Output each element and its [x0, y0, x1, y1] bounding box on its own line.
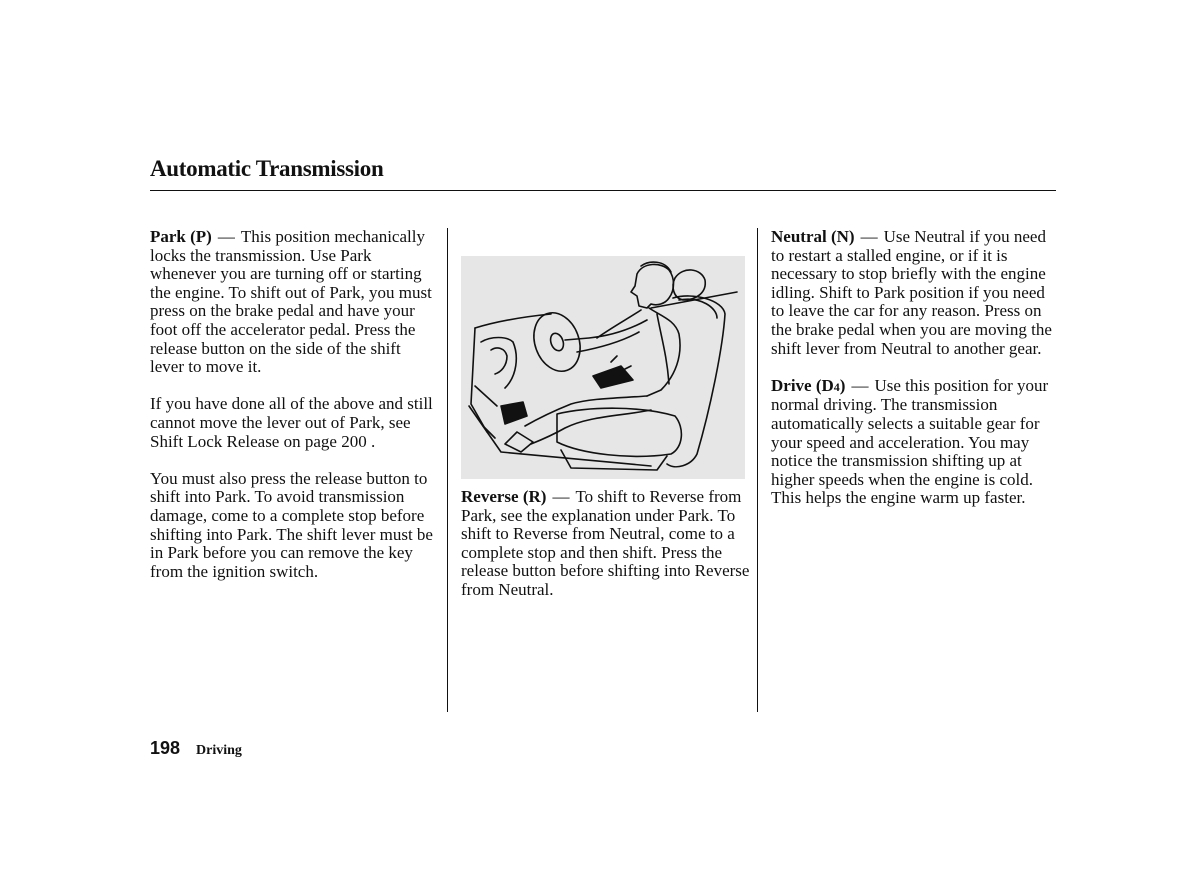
drive-dash: —: [851, 375, 869, 395]
section-name: Driving: [196, 743, 242, 758]
drive-heading-main: Drive (D: [771, 375, 834, 395]
left-column: [150, 228, 438, 600]
reverse-dash: —: [552, 487, 570, 506]
drive-heading: [771, 376, 845, 395]
park-text: This position mechanically locks the transmission. Use Park whenever you are turning off or starting the engine. To shift out of Park, you must press on the brake pedal and have your foot off the accelerator pedal. Press the release button on the side of the shift lever to move it.: [150, 227, 432, 377]
title-divider: [150, 190, 1056, 191]
page-number: 198: [150, 738, 181, 758]
neutral-text: Use Neutral if you need to restart a stalled engine, or if it is necessary to stop briefly with the engine idling. Shift to Park position if you need to leave the car for any reason. Press on the brake pedal when you are moving the shift lever from Neutral to another gear.: [771, 227, 1052, 358]
drive-text: Use this position for your normal driving. The transmission automatically selects a suitable gear for your speed and acceleration. You may notice the transmission shifting up at higher speeds when the engine is cold. This helps the engine warm up faster.: [771, 375, 1049, 508]
drive-paragraph: [771, 377, 1059, 508]
reverse-paragraph: [461, 488, 751, 600]
drive-heading-end: ): [839, 375, 846, 395]
park-release-paragraph: You must also press the release button to shift into Park. To avoid transmission damage, come to a complete stop before shifting into Park. The shift lever must be in Park before you can remove the key from the ignition switch.: [150, 468, 433, 581]
park-paragraph: [150, 228, 438, 377]
park-heading: Park (P): [150, 227, 212, 246]
right-column: [771, 228, 1059, 527]
driver-seat-icon: [461, 256, 745, 479]
column-divider-left: [447, 228, 448, 712]
drive-heading-sub: 4: [833, 379, 840, 394]
neutral-paragraph: [771, 228, 1059, 358]
driver-shifting-illustration: [461, 256, 745, 479]
middle-column: [461, 488, 751, 618]
shift-lock-paragraph: If you have done all of the above and still cannot move the lever out of Park, see Shift Lock Release on page 200 .: [150, 394, 433, 451]
reverse-text: To shift to Reverse from Park, see the explanation under Park. To shift to Reverse from Neutral, come to a complete stop and then shift. Press the release button before shifting into Reverse from Neutral.: [461, 487, 750, 599]
park-dash: —: [217, 227, 235, 246]
neutral-heading: Neutral (N): [771, 227, 855, 246]
neutral-dash: —: [860, 227, 878, 246]
page-title: Automatic Transmission: [150, 156, 384, 181]
column-divider-right: [757, 228, 758, 712]
reverse-heading: Reverse (R): [461, 487, 547, 506]
